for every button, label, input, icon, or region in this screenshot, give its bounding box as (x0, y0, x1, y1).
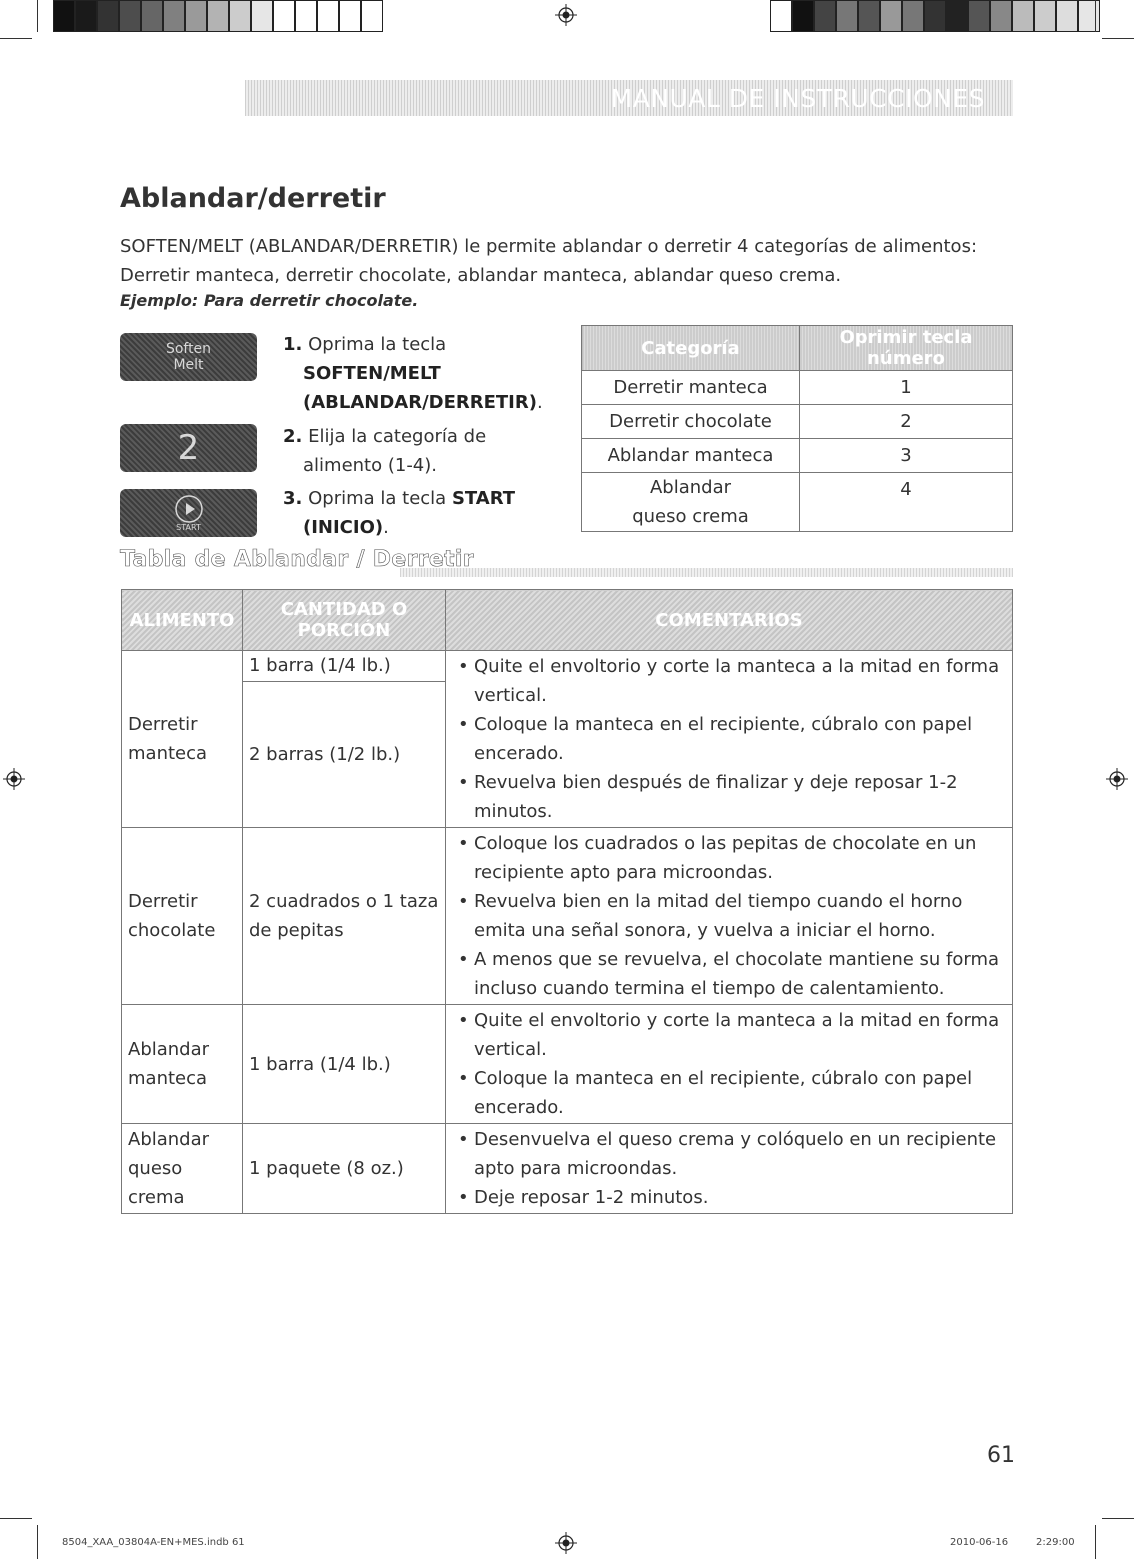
table-row (122, 1124, 1013, 1214)
calibration-swatch (880, 0, 902, 32)
category-cell: Ablandar manteca (582, 439, 800, 473)
number-2-key (120, 424, 257, 472)
calibration-swatch (968, 0, 990, 32)
calibration-swatch (53, 0, 75, 32)
comments-cell (446, 1124, 1013, 1214)
step-2 (283, 422, 543, 480)
key-number-cell: 3 (800, 439, 1013, 473)
number-key-label: 2 (177, 428, 200, 468)
food-cell: Ablandar manteca (122, 1005, 243, 1124)
comments-cell (446, 828, 1013, 1005)
step-key-name: START (451, 488, 516, 509)
start-key (120, 489, 257, 537)
page-number: 61 (987, 1443, 1015, 1468)
calibration-swatch (163, 0, 185, 32)
example-caption: Ejemplo: Para derretir chocolate. (120, 291, 419, 310)
key-number-cell: 2 (800, 405, 1013, 439)
table-row (582, 405, 1013, 439)
calibration-swatch (251, 0, 273, 32)
step-number: 1. (283, 334, 303, 355)
calibration-swatch (770, 0, 792, 32)
calibration-swatch (185, 0, 207, 32)
step-key-name-es: (INICIO) (303, 517, 384, 538)
soften-melt-table (121, 589, 1013, 1214)
calibration-swatch (339, 0, 361, 32)
calibration-swatch (361, 0, 383, 32)
calibration-swatch (1012, 0, 1034, 32)
table-row (582, 439, 1013, 473)
amount-cell: 2 barras (1/2 lb.) (243, 681, 446, 827)
calibration-swatch (924, 0, 946, 32)
registration-mark-icon (1106, 768, 1128, 790)
calibration-swatch (75, 0, 97, 32)
calibration-swatch (1078, 0, 1100, 32)
comment-item: • Quite el envoltorio y corte la manteca a la mitad en forma vertical. (452, 652, 1006, 710)
footer-time: 2:29:00 (1036, 1537, 1075, 1548)
table-row (122, 651, 1013, 682)
comments-cell (446, 651, 1013, 828)
table-row (582, 371, 1013, 405)
category-cell: Ablandar queso crema (582, 473, 800, 532)
calibration-swatch (814, 0, 836, 32)
step-number: 3. (283, 488, 303, 509)
amount-cell: 1 barra (1/4 lb.) (243, 1005, 446, 1124)
header-band (245, 80, 1013, 116)
calibration-swatch (273, 0, 295, 32)
comments-cell (446, 1005, 1013, 1124)
section-title: Ablandar/derretir (120, 183, 386, 214)
category-cell: Derretir manteca (582, 371, 800, 405)
table-row (122, 828, 1013, 1005)
calibration-swatch (207, 0, 229, 32)
step-text-cont: alimento (1-4). (303, 455, 438, 476)
key-number-cell: 4 (800, 473, 1013, 532)
manual-title: MANUAL DE INSTRUCCIONES (610, 84, 985, 113)
step-text: Oprima la tecla (308, 334, 447, 355)
food-cell: Derretir chocolate (122, 828, 243, 1005)
comment-item: • Revuelva bien en la mitad del tiempo cuando el horno emita una señal sonora, y vuelva a iniciar el horno. (452, 887, 1006, 945)
calibration-swatch (317, 0, 339, 32)
crop-mark (37, 0, 38, 32)
comment-item: • Revuelva bien después de finalizar y deje reposar 1-2 minutos. (452, 768, 1006, 826)
step-key-name-es: (ABLANDAR/DERRETIR) (303, 392, 537, 413)
comment-item: • Quite el envoltorio y corte la manteca a la mitad en forma vertical. (452, 1006, 1006, 1064)
chart-title: Tabla de Ablandar / Derretir (120, 547, 474, 572)
registration-mark-icon (3, 768, 25, 790)
crop-mark (0, 38, 32, 39)
footer-file: 8504_XAA_03804A-EN+MES.indb 61 (62, 1537, 245, 1548)
crop-mark (37, 1525, 38, 1559)
key-number-header: Oprimir tecla número (800, 326, 1013, 371)
calibration-swatch (792, 0, 814, 32)
calibration-swatch (141, 0, 163, 32)
category-header: Categoría (582, 326, 800, 371)
crop-mark (1095, 0, 1096, 32)
calibration-swatch (946, 0, 968, 32)
comment-item: • Deje reposar 1-2 minutos. (452, 1183, 1006, 1212)
registration-mark-icon (555, 1532, 577, 1554)
calibration-swatch (858, 0, 880, 32)
start-key-label: START (176, 523, 201, 532)
crop-mark (1095, 1525, 1096, 1559)
crop-mark (1102, 38, 1134, 39)
comment-item: • A menos que se revuelva, el chocolate mantiene su forma incluso cuando termina el tiempo de calentamiento. (452, 945, 1006, 1003)
registration-mark-icon (555, 4, 577, 26)
soften-key-label: Soften (165, 341, 212, 357)
calibration-swatch (229, 0, 251, 32)
melt-key-label: Melt (173, 357, 204, 373)
calibration-swatch (836, 0, 858, 32)
comment-item: • Coloque la manteca en el recipiente, cúbralo con papel encerado. (452, 710, 1006, 768)
step-text: Oprima la tecla (308, 488, 447, 509)
section-intro: SOFTEN/MELT (ABLANDAR/DERRETIR) le permite ablandar o derretir 4 categorías de alimentos: Derretir manteca, derretir chocolate, ablandar manteca, ablandar queso crema. (120, 236, 978, 286)
footer-date: 2010-06-16 (950, 1537, 1009, 1548)
amount-cell: 1 paquete (8 oz.) (243, 1124, 446, 1214)
start-play-icon (174, 494, 204, 524)
calibration-swatch (295, 0, 317, 32)
food-cell: Ablandar queso crema (122, 1124, 243, 1214)
calibration-swatch (990, 0, 1012, 32)
amount-cell: 2 cuadrados o 1 taza de pepitas (243, 828, 446, 1005)
calibration-swatch (119, 0, 141, 32)
category-table (581, 325, 1013, 532)
table-row (122, 1005, 1013, 1124)
amount-cell: 1 barra (1/4 lb.) (243, 651, 446, 682)
step-end: . (383, 517, 389, 538)
crop-mark (0, 1518, 32, 1519)
comments-header: COMENTARIOS (446, 590, 1013, 651)
calibration-swatch (1034, 0, 1056, 32)
section-rule (400, 568, 1013, 577)
calibration-swatch (902, 0, 924, 32)
key-number-cell: 1 (800, 371, 1013, 405)
calibration-swatch (1056, 0, 1078, 32)
color-calibration-bar-left (53, 0, 383, 32)
comment-item: • Desenvuelva el queso crema y colóquelo en un recipiente apto para microondas. (452, 1125, 1006, 1183)
color-calibration-bar-right (770, 0, 1100, 32)
step-end: . (536, 392, 543, 413)
step-text: Elija la categoría de (308, 426, 487, 447)
food-cell: Derretir manteca (122, 651, 243, 828)
step-3 (283, 484, 543, 542)
amount-header: CANTIDAD O PORCIÓN (243, 590, 446, 651)
step-key-name: SOFTEN/MELT (303, 363, 441, 384)
calibration-swatch (97, 0, 119, 32)
category-cell: Derretir chocolate (582, 405, 800, 439)
comment-item: • Coloque la manteca en el recipiente, cúbralo con papel encerado. (452, 1064, 1006, 1122)
step-1 (283, 330, 543, 417)
step-number: 2. (283, 426, 303, 447)
comment-item: • Coloque los cuadrados o las pepitas de chocolate en un recipiente apto para microondas. (452, 829, 1006, 887)
soften-melt-key (120, 333, 257, 381)
food-header: ALIMENTO (122, 590, 243, 651)
table-row (582, 473, 1013, 532)
crop-mark (1102, 1518, 1134, 1519)
